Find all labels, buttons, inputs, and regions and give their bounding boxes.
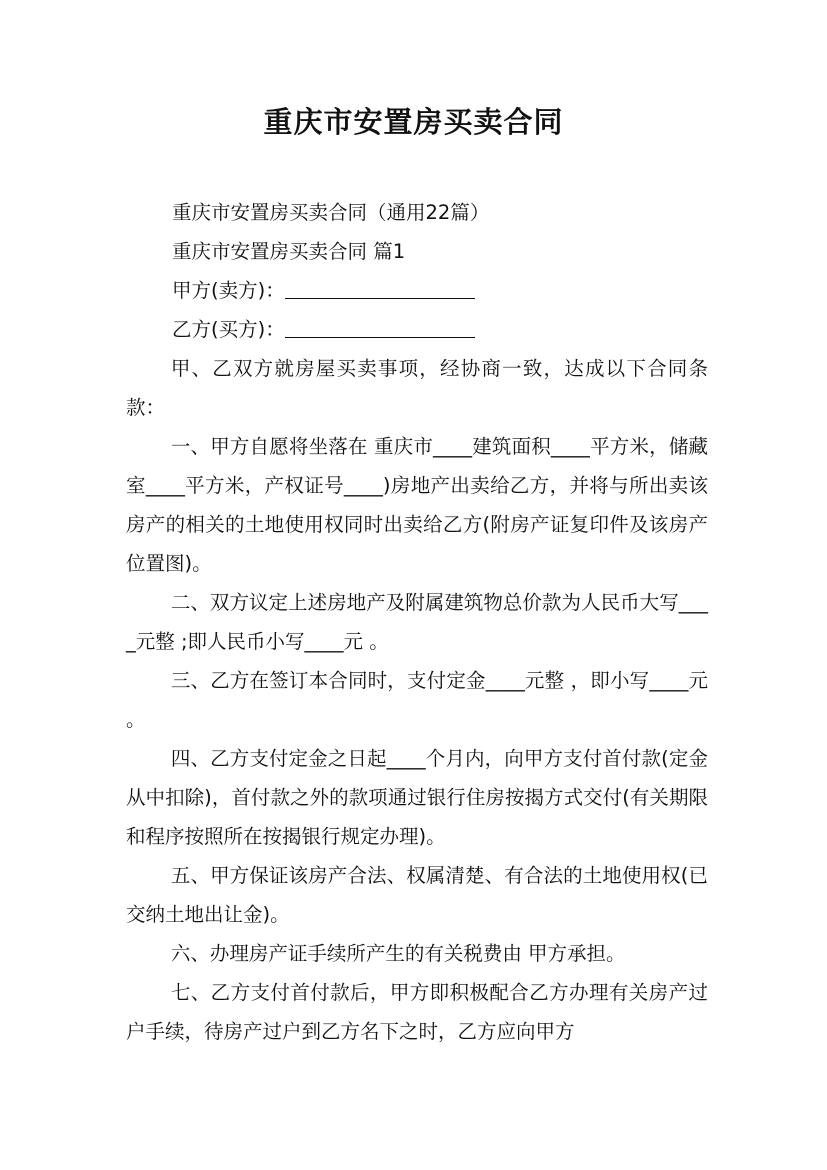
clause-4: 四、乙方支付定金之日起____个月内，向甲方支付首付款(定金从中扣除)，首付款之外的款项通过银行住房按揭方式交付(有关期限和程序按照所在按揭银行规定办理)。	[126, 747, 708, 848]
clause-2: 二、双方议定上述房地产及附属建筑物总价款为人民币大写____元整 ;即人民币小写____元 。	[126, 591, 708, 653]
seller-label: 甲方(卖方)：	[172, 279, 285, 302]
paragraph-subtitle: 重庆市安置房买卖合同（通用22篇）	[172, 201, 490, 224]
clause-6: 六、办理房产证手续所产生的有关税费由 甲方承担。	[170, 942, 626, 965]
clause-3: 三、乙方在签订本合同时，支付定金____元整 ，即小写____元 。	[126, 669, 708, 731]
document-body	[126, 193, 708, 1051]
clause-7: 七、乙方支付首付款后，甲方即积极配合乙方办理有关房产过户手续，待房产过户到乙方名下之时，乙方应向甲方	[126, 981, 708, 1043]
seller-line	[126, 271, 708, 310]
document-title: 重庆市安置房买卖合同	[263, 105, 564, 139]
paragraph-section-heading: 重庆市安置房买卖合同 篇1	[172, 240, 406, 263]
paragraph-intro: 甲、乙双方就房屋买卖事项，经协商一致，达成以下合同条款：	[126, 357, 708, 419]
buyer-line	[126, 310, 708, 349]
clause-1: 一、甲方自愿将坐落在 重庆市____建筑面积____平方米，储藏室____平方米，产权证号____)房地产出卖给乙方，并将与所出卖该房产的相关的土地使用权同时出卖给乙方(附房产证复印件及该房产位置图)。	[126, 435, 708, 575]
clause-5: 五、甲方保证该房产合法、权属清楚、有合法的土地使用权(已交纳土地出让金)。	[126, 864, 708, 926]
buyer-blank	[285, 318, 475, 339]
buyer-label: 乙方(买方)：	[172, 318, 285, 341]
seller-blank	[285, 279, 475, 300]
